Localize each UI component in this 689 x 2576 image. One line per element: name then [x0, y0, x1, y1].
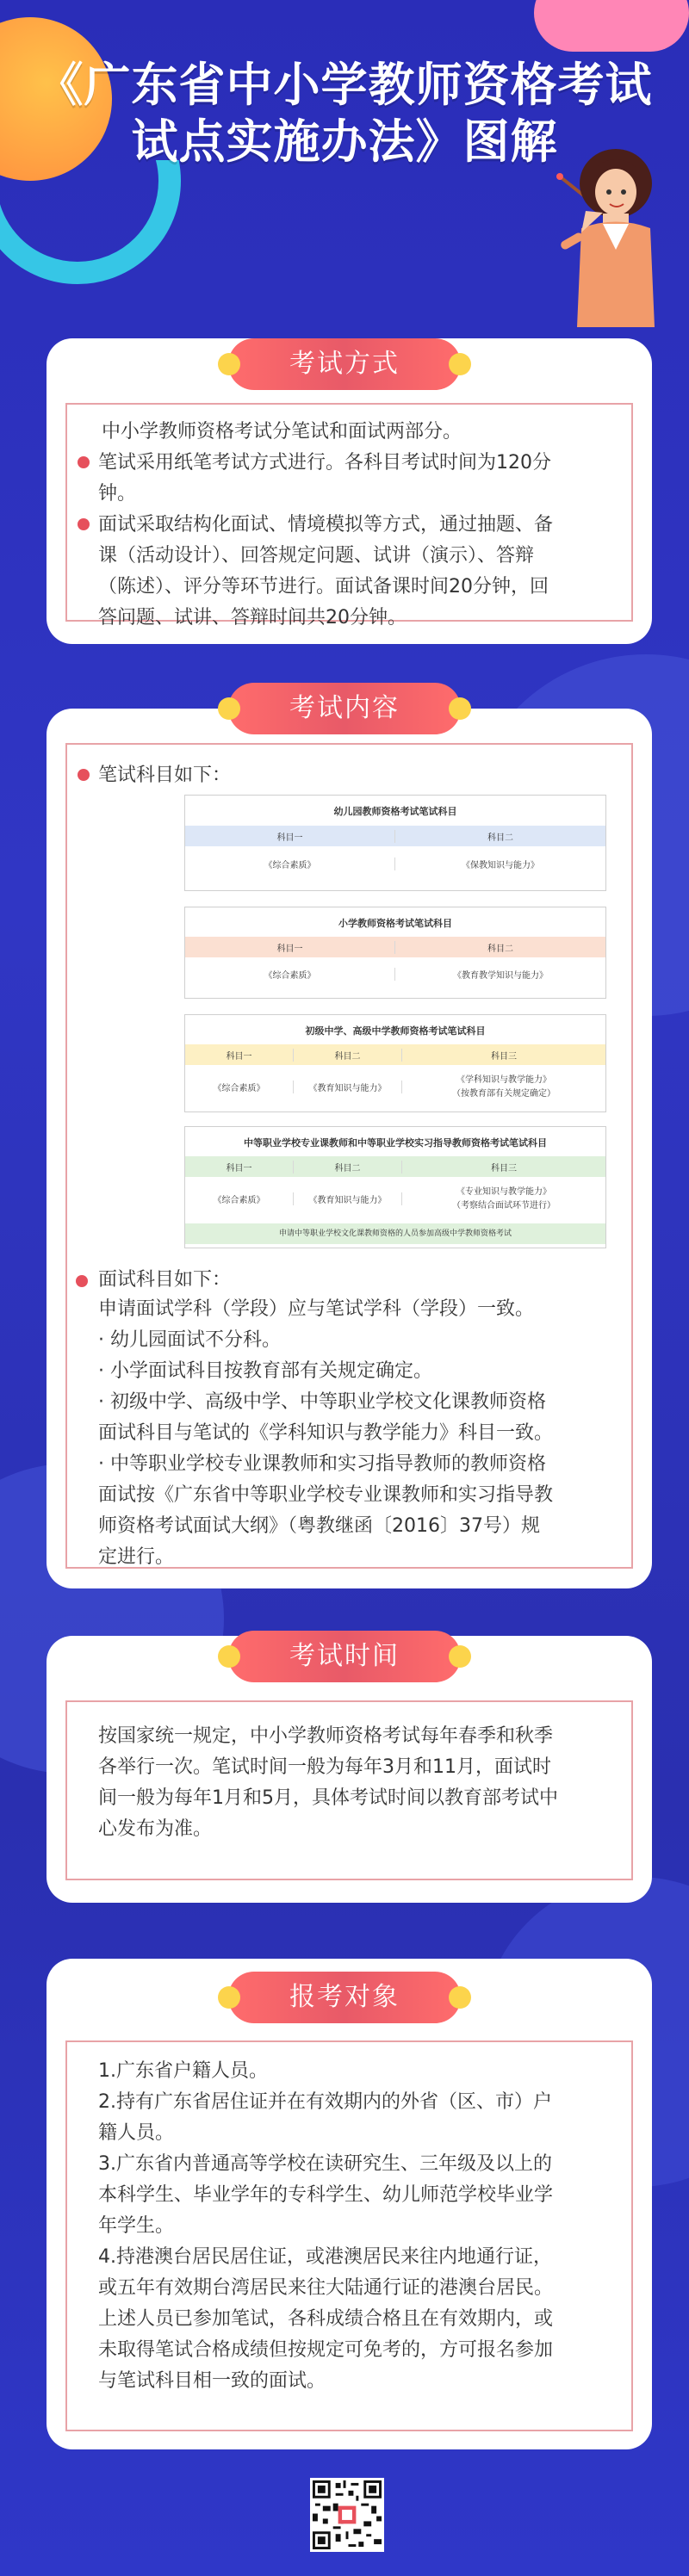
written-subjects-tables — [184, 795, 605, 1264]
exam-time-text: 按国家统一规定，中小学教师资格考试每年春季和秋季 各举行一次。笔试时间一般为每年3月和11月，面试时 间一般为每年1月和5月，具体考试时间以教育部考试中 心发布为准。 — [98, 1725, 558, 1840]
pill-dot-left — [218, 1986, 240, 2009]
table-header-row: 科目一 科目二 — [185, 937, 605, 957]
table-kindergarten — [184, 795, 606, 891]
table-cell: 《教育教学知识与能力》 — [453, 971, 548, 981]
table-cell: 《保教知识与能力》 — [462, 861, 539, 870]
bullet-dot — [76, 1275, 88, 1287]
applicants-box — [65, 2040, 633, 2431]
pill-dot-right — [449, 1986, 471, 2009]
exam-method-item-1: 笔试采用纸笔考试方式进行。各科目考试时间为120分 钟。 — [98, 452, 551, 505]
interview-subjects-intro: 面试科目如下： — [98, 1269, 232, 1291]
pill-dot-left — [218, 1645, 240, 1668]
pill-dot-right — [449, 1645, 471, 1668]
table-cell: 《综合素质》 — [185, 968, 395, 981]
table-cell: （考察结合面试环节进行） — [452, 1201, 556, 1211]
table-note: 申请中等职业学校文化课教师资格的人员参加高级中学教师资格考试 — [185, 1223, 605, 1244]
table-cell: 《教育知识与能力》 — [294, 1081, 402, 1093]
pill-dot-right — [449, 697, 471, 720]
pill-dot-left — [218, 353, 240, 375]
table-header-row: 科目一 科目二 — [185, 826, 605, 846]
table-cell: 《专业知识与教学能力》 — [456, 1187, 551, 1197]
table-title: 初级中学、高级中学教师资格考试笔试科目 — [305, 1025, 486, 1037]
bullet-dot — [78, 769, 90, 781]
interview-subjects-details: 申请面试学科（学段）应与笔试学科（学段）一致。 · 幼儿园面试不分科。 · 小学面试科目按教育部有关规定确定。 · 初级中学、高级中学、中等职业学校文化课教师资格 面试科目与笔试的《学科知识与教学能力》科目一致。 · 中等职业学校专业课教师和实习指导教师的教师资格 面试按《广东省中等职业学校专业课教师和实习指导教 师资格考试面试大纲》（粤教继函〔2016〕37号）规 定进行。 — [98, 1298, 554, 1568]
title-line-1: 《广东省中小学教师资格考试 — [36, 58, 653, 112]
exam-method-heading: 考试方式 — [228, 338, 461, 390]
table-cell: 《综合素质》 — [185, 858, 395, 870]
applicants-card — [47, 1959, 652, 2449]
applicants-heading: 报考对象 — [228, 1972, 461, 2023]
table-cell: （按教育部有关规定确定） — [452, 1089, 556, 1099]
table-title: 中等职业学校专业课教师和中等职业学校实习指导教师资格考试笔试科目 — [244, 1137, 547, 1149]
table-cell: 《教育知识与能力》 — [294, 1192, 402, 1205]
exam-method-intro: 中小学教师资格考试分笔试和面试两部分。 — [102, 421, 462, 443]
exam-time-heading: 考试时间 — [228, 1631, 461, 1682]
exam-content-card — [47, 709, 652, 1588]
teacher-illustration — [543, 142, 680, 327]
table-primary — [184, 907, 606, 999]
bullet-dot — [78, 456, 90, 468]
table-cell: 《综合素质》 — [185, 1081, 294, 1093]
exam-method-content-box — [65, 403, 633, 629]
exam-method-item-2: 面试采取结构化面试、情境模拟等方式，通过抽题、备 课（活动设计）、回答规定问题、试讲（演示）、答辩 （陈述）、评分等环节进行。面试备课时间20分钟，回 答问题、试讲、答辩时间共20分钟。 — [98, 514, 554, 629]
applicants-text: 1.广东省户籍人员。 2.持有广东省居住证并在有效期内的外省（区、市）户 籍人员。 3.广东省内普通高等学校在读研究生、三年级及以上的 本科学生、毕业学年的专科学生、幼儿师范学校毕业学 年学生。 4.持港澳台居民居住证，或港澳居民来往内地通行证， 或五年有效期台湾居民来往大陆通行证的港澳台居民。 上述人员已参加笔试，各科成绩合格且在有效期内，或 未取得笔试合格成绩但按规定可免考的，方可报名参加 与笔试科目相一致的面试。 — [98, 2060, 554, 2392]
table-title: 幼儿园教师资格考试笔试科目 — [333, 806, 457, 817]
table-header-row: 科目一 科目二 科目三 — [185, 1044, 605, 1065]
table-cell: 《综合素质》 — [185, 1192, 294, 1205]
title-line-2: 试点实施办法》图解 — [131, 115, 558, 169]
table-header-row: 科目一 科目二 科目三 — [185, 1156, 605, 1177]
table-cell: 《学科知识与教学能力》 — [456, 1075, 551, 1085]
decor-pink-blob — [534, 0, 689, 52]
qr-code — [310, 2478, 384, 2552]
exam-time-box — [65, 1700, 633, 1880]
bullet-dot — [78, 518, 90, 530]
table-middle-high — [184, 1014, 606, 1112]
written-subjects-intro: 笔试科目如下： — [98, 765, 232, 786]
pill-dot-left — [218, 697, 240, 720]
exam-content-heading: 考试内容 — [228, 683, 461, 734]
table-vocational — [184, 1126, 606, 1248]
table-title: 小学教师资格考试笔试科目 — [338, 918, 452, 929]
pill-dot-right — [449, 353, 471, 375]
